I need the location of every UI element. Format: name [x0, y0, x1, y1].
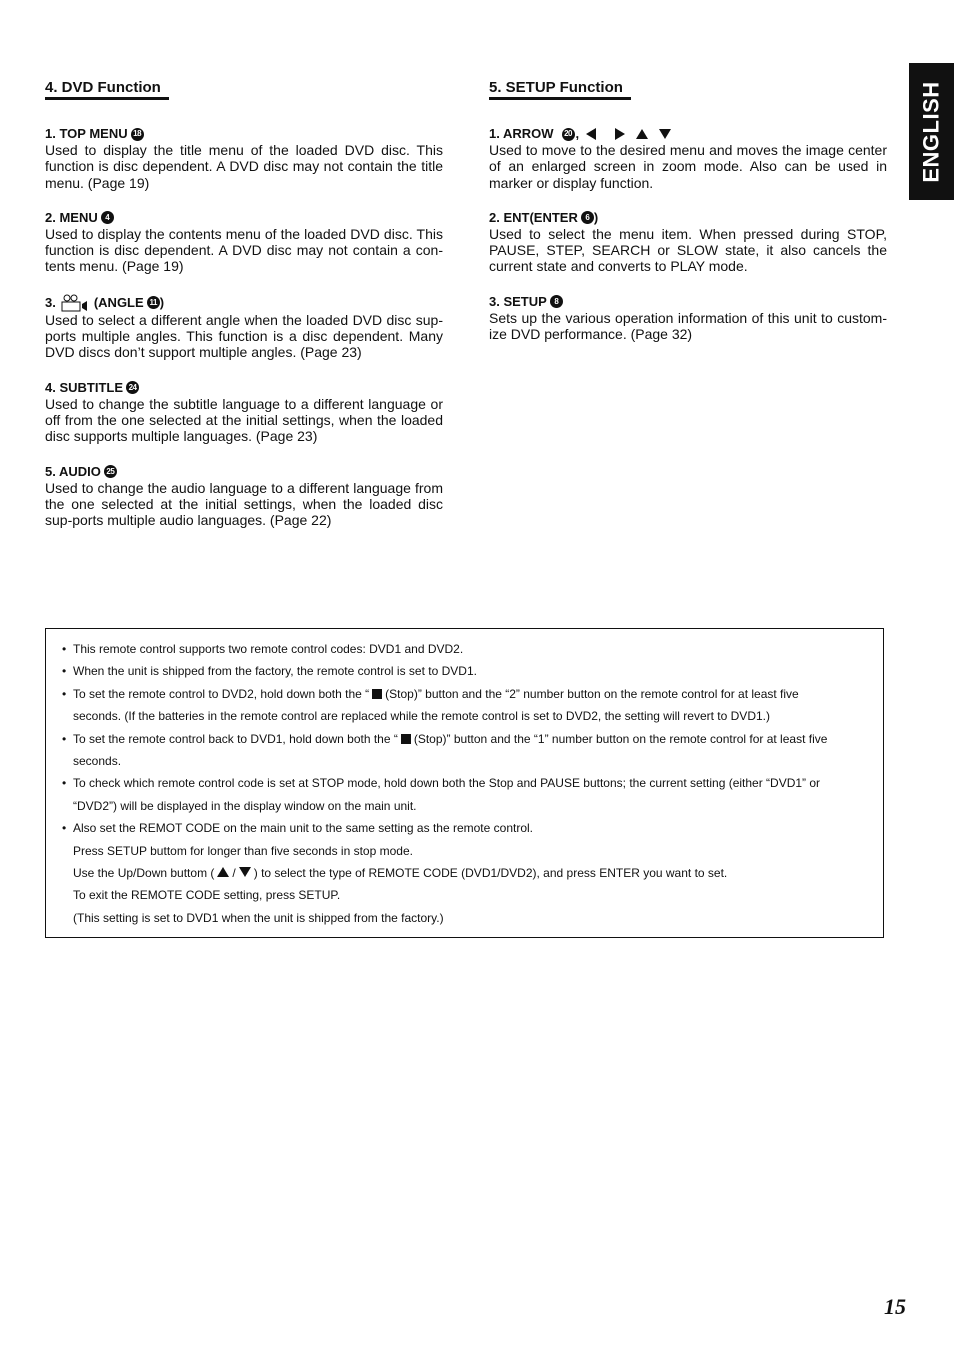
section-heading: 4. DVD Function	[45, 78, 169, 100]
note-text: ) to select the type of REMOTE CODE (DVD1/DVD2), and press ENTER you want to set.	[253, 866, 728, 881]
item-label: 2. MENU	[45, 209, 98, 225]
button-number-badge: 8	[550, 295, 563, 308]
note-text: Use the Up/Down buttom (	[73, 866, 215, 881]
button-number-badge: 25	[104, 465, 117, 478]
item-title	[489, 294, 887, 310]
note-continuation: (This setting is set to DVD1 when the unit is shipped from the factory.)	[73, 910, 444, 925]
item-label-separator: ,	[575, 126, 580, 141]
item-label: (ANGLE	[93, 294, 144, 310]
note-continuation: To exit the REMOTE CODE setting, press SETUP.	[73, 888, 341, 903]
note-continuation: “DVD2”) will be displayed in the display window on the main unit.	[73, 798, 417, 813]
item-description: Used to change the subtitle language to a different language or off from the one selected at the initial settings, when the loaded disc supports multiple languages. (Page 23)	[45, 395, 443, 445]
item-title	[45, 380, 443, 396]
stop-icon	[401, 734, 411, 744]
camera-angle-icon	[61, 294, 89, 312]
section-heading: 5. SETUP Function	[489, 78, 631, 100]
item-description: Sets up the various operation information of this unit to custom-ize DVD performance. (Page 32)	[489, 309, 887, 343]
item-label: 4. SUBTITLE	[45, 379, 124, 395]
arrow-down-icon	[659, 129, 671, 139]
setup-function-section	[489, 78, 887, 361]
page-number: 15	[884, 1294, 906, 1319]
dvd-function-section	[45, 78, 443, 547]
note-item: • This remote control supports two remote control codes: DVD1 and DVD2.	[62, 638, 871, 660]
list-item	[489, 210, 887, 275]
item-description: Used to select a different angle when the loaded DVD disc sup-ports multiple angles. This function is a disc dependent. Many DVD discs don’t support multiple angles. (Page 23)	[45, 311, 443, 361]
remote-code-notes-box	[45, 628, 884, 938]
arrow-down-icon	[239, 867, 251, 877]
arrow-up-icon	[636, 129, 648, 139]
button-number-badge: 24	[126, 381, 139, 394]
item-label: 1. ARROW	[489, 126, 554, 141]
note-text: (Stop)” button and the “2” number button on the remote control for at least five	[385, 686, 799, 701]
list-item	[45, 464, 443, 529]
button-number-badge: 6	[581, 211, 594, 224]
item-label: 2. ENT(ENTER	[489, 209, 578, 225]
list-item	[489, 126, 887, 191]
list-item	[45, 294, 443, 361]
note-continuation	[62, 862, 871, 884]
item-description: Used to select the menu item. When pressed during STOP, PAUSE, STEP, SEARCH or SLOW state, it also cancels the current state and converts to PLAY mode.	[489, 225, 887, 275]
arrow-left-icon	[586, 128, 596, 140]
item-description: Used to change the audio language to a different language from the one selected at the initial settings, when the loaded disc sup-ports multiple audio languages. (Page 22)	[45, 479, 443, 529]
note-item	[62, 683, 871, 705]
language-tab	[909, 63, 954, 200]
item-label: 5. AUDIO	[45, 463, 101, 479]
note-continuation: seconds.	[73, 754, 122, 769]
item-title	[45, 294, 443, 312]
list-item	[489, 294, 887, 343]
button-number-badge: 4	[101, 211, 114, 224]
item-label-close: )	[159, 294, 165, 310]
stop-icon	[372, 689, 382, 699]
item-title	[45, 126, 443, 142]
note-text: To set the remote control to DVD2, hold down both the “	[73, 686, 370, 701]
item-label: 3.	[45, 294, 56, 310]
button-number-badge: 11	[147, 296, 160, 309]
item-title	[45, 210, 443, 226]
item-description: Used to display the title menu of the loaded DVD disc. This function is disc dependent. A DVD disc may not contain the title menu. (Page 19)	[45, 142, 443, 191]
note-item	[62, 728, 871, 750]
button-number-badge: 20	[562, 128, 575, 141]
note-continuation: seconds. (If the batteries in the remote control are replaced while the remote control is set to DVD2, the setting will revert to DVD1.)	[73, 709, 770, 724]
item-description: Used to move to the desired menu and moves the image center of an enlarged screen in zoom mode. Also can be used in marker or display function.	[489, 142, 887, 191]
note-text: To set the remote control back to DVD1, hold down both the “	[73, 731, 398, 746]
list-item	[45, 380, 443, 445]
item-title	[489, 126, 887, 142]
item-label: 3. SETUP	[489, 293, 547, 309]
note-continuation: Press SETUP buttom for longer than five seconds in stop mode.	[73, 843, 413, 858]
item-title	[489, 210, 887, 226]
note-text: /	[232, 866, 236, 881]
list-item	[45, 210, 443, 275]
item-label-close: )	[593, 209, 599, 225]
note-item: • When the unit is shipped from the factory, the remote control is set to DVD1.	[62, 660, 871, 682]
arrow-right-icon	[615, 128, 625, 140]
note-item: • To check which remote control code is set at STOP mode, hold down both the Stop and PAUSE buttons; the current setting (either “DVD1” or	[62, 772, 871, 794]
item-title	[45, 464, 443, 480]
button-number-badge: 18	[131, 128, 144, 141]
note-text: (Stop)” button and the “1” number button on the remote control for at least five	[413, 731, 828, 746]
language-tab-label: ENGLISH	[918, 80, 944, 183]
list-item	[45, 126, 443, 191]
item-description: Used to display the contents menu of the loaded DVD disc. This function is disc dependent. A DVD disc may not contain a con-tents menu. (Page 19)	[45, 225, 443, 275]
item-label: 1. TOP MENU	[45, 126, 128, 141]
note-item: • Also set the REMOT CODE on the main unit to the same setting as the remote control.	[62, 817, 871, 839]
arrow-up-icon	[217, 867, 229, 877]
